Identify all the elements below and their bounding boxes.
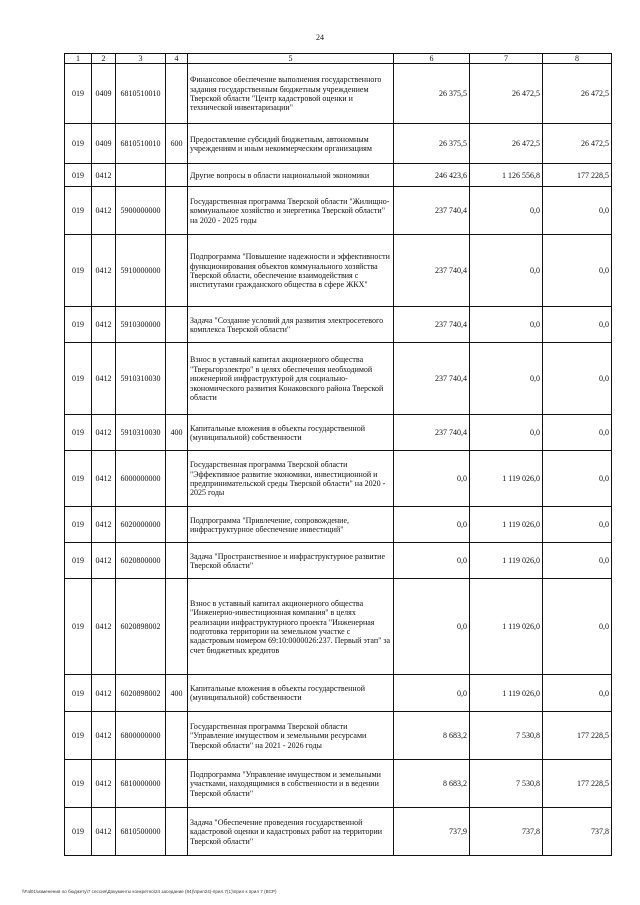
cell-description: Капитальные вложения в объекты государственной (муниципальной) собственности xyxy=(188,675,394,712)
cell-amount-2: 0,0 xyxy=(470,187,543,235)
cell-target-code: 6020000000 xyxy=(116,507,166,543)
cell-amount-3: 0,0 xyxy=(543,187,612,235)
table-row xyxy=(65,164,612,187)
cell-amount-3: 0,0 xyxy=(543,543,612,579)
page-number: 24 xyxy=(316,33,324,42)
cell-amount-1: 0,0 xyxy=(394,579,470,675)
cell-amount-2: 0,0 xyxy=(470,415,543,451)
cell-description: Государственная программа Тверской области "Жилищно-коммунальное хозяйство и энергетика Тверской области" на 2020 - 2025 годы xyxy=(188,187,394,235)
table-row xyxy=(65,808,612,856)
cell-target-code: 6020898002 xyxy=(116,675,166,712)
cell-amount-1: 8 683,2 xyxy=(394,760,470,808)
cell-section: 0409 xyxy=(92,64,116,124)
footer-file-path: \\Fal01\изменения по бюджету\7 сессия\Документы конкретно\24 заседание (84)\прил24)-прил.7(1)\прил к прил 7 (ВСР) xyxy=(22,889,277,894)
cell-amount-2: 26 472,5 xyxy=(470,64,543,124)
table-row xyxy=(65,675,612,712)
table-row xyxy=(65,760,612,808)
cell-amount-1: 8 683,2 xyxy=(394,712,470,760)
cell-target-code xyxy=(116,164,166,187)
cell-amount-3: 0,0 xyxy=(543,507,612,543)
cell-chapter: 019 xyxy=(65,760,92,808)
cell-expense-type: 600 xyxy=(166,124,188,164)
cell-amount-3: 0,0 xyxy=(543,343,612,415)
cell-amount-1: 237 740,4 xyxy=(394,343,470,415)
cell-section: 0409 xyxy=(92,124,116,164)
cell-amount-1: 237 740,4 xyxy=(394,187,470,235)
cell-amount-3: 26 472,5 xyxy=(543,64,612,124)
cell-amount-2: 7 530,8 xyxy=(470,712,543,760)
cell-amount-2: 1 126 556,8 xyxy=(470,164,543,187)
cell-description: Задача "Создание условий для развития электросетевого комплекса Тверской области" xyxy=(188,307,394,343)
cell-section: 0412 xyxy=(92,187,116,235)
cell-description: Другие вопросы в области национальной экономики xyxy=(188,164,394,187)
table-row xyxy=(65,343,612,415)
cell-target-code: 5910300000 xyxy=(116,307,166,343)
table-row xyxy=(65,187,612,235)
cell-amount-1: 26 375,5 xyxy=(394,124,470,164)
cell-description: Финансовое обеспечение выполнения государственного задания государственным бюджетным учреждением Тверской области "Центр кадастровой оценки и технической инвентаризации" xyxy=(188,64,394,124)
cell-chapter: 019 xyxy=(65,187,92,235)
cell-amount-2: 0,0 xyxy=(470,343,543,415)
cell-amount-3: 0,0 xyxy=(543,451,612,507)
budget-table xyxy=(64,53,612,856)
col-header-5: 5 xyxy=(188,54,394,64)
cell-section: 0412 xyxy=(92,343,116,415)
table-row xyxy=(65,64,612,124)
cell-target-code: 6800000000 xyxy=(116,712,166,760)
cell-section: 0412 xyxy=(92,451,116,507)
cell-amount-2: 1 119 026,0 xyxy=(470,507,543,543)
cell-chapter: 019 xyxy=(65,579,92,675)
cell-amount-1: 0,0 xyxy=(394,451,470,507)
cell-chapter: 019 xyxy=(65,415,92,451)
cell-chapter: 019 xyxy=(65,64,92,124)
cell-amount-3: 737,8 xyxy=(543,808,612,856)
cell-section: 0412 xyxy=(92,507,116,543)
cell-section: 0412 xyxy=(92,164,116,187)
cell-section: 0412 xyxy=(92,712,116,760)
cell-amount-3: 0,0 xyxy=(543,307,612,343)
cell-description: Подпрограмма "Привлечение, сопровождение, инфраструктурное обеспечение инвестиций" xyxy=(188,507,394,543)
cell-amount-3: 0,0 xyxy=(543,235,612,307)
cell-target-code: 6000000000 xyxy=(116,451,166,507)
cell-section: 0412 xyxy=(92,808,116,856)
cell-amount-2: 0,0 xyxy=(470,235,543,307)
cell-description: Государственная программа Тверской области "Управление имуществом и земельными ресурсами Тверской области" на 2021 - 2026 годы xyxy=(188,712,394,760)
cell-amount-2: 0,0 xyxy=(470,307,543,343)
table-row xyxy=(65,507,612,543)
cell-description: Подпрограмма "Управление имуществом и земельными участками, находящимися в собственности и в ведении Тверской области" xyxy=(188,760,394,808)
cell-expense-type xyxy=(166,164,188,187)
cell-chapter: 019 xyxy=(65,451,92,507)
cell-amount-1: 237 740,4 xyxy=(394,307,470,343)
col-header-3: 3 xyxy=(116,54,166,64)
cell-amount-3: 177 228,5 xyxy=(543,712,612,760)
cell-amount-1: 246 423,6 xyxy=(394,164,470,187)
cell-chapter: 019 xyxy=(65,124,92,164)
cell-amount-2: 1 119 026,0 xyxy=(470,579,543,675)
cell-chapter: 019 xyxy=(65,543,92,579)
cell-expense-type xyxy=(166,451,188,507)
cell-expense-type xyxy=(166,543,188,579)
cell-amount-1: 0,0 xyxy=(394,507,470,543)
cell-target-code: 6810500000 xyxy=(116,808,166,856)
cell-target-code: 6810000000 xyxy=(116,760,166,808)
cell-section: 0412 xyxy=(92,675,116,712)
cell-amount-2: 1 119 026,0 xyxy=(470,451,543,507)
cell-amount-2: 7 530,8 xyxy=(470,760,543,808)
cell-target-code: 6810510010 xyxy=(116,64,166,124)
cell-description: Взнос в уставный капитал акционерного общества "Инженерно-инвестиционная компания" в целях реализации инфраструктурного проекта "Инженерная подготовка территории на земельном участке с кадастровым номером 69:10:0000026:237. Первый этап" за счет бюджетных кредитов xyxy=(188,579,394,675)
cell-section: 0412 xyxy=(92,307,116,343)
cell-amount-1: 237 740,4 xyxy=(394,235,470,307)
table-row xyxy=(65,307,612,343)
cell-amount-1: 0,0 xyxy=(394,675,470,712)
table-row xyxy=(65,712,612,760)
cell-amount-3: 177 228,5 xyxy=(543,760,612,808)
cell-chapter: 019 xyxy=(65,675,92,712)
table-row xyxy=(65,543,612,579)
cell-target-code: 6810510010 xyxy=(116,124,166,164)
table-row xyxy=(65,235,612,307)
col-header-8: 8 xyxy=(543,54,612,64)
cell-chapter: 019 xyxy=(65,712,92,760)
cell-chapter: 019 xyxy=(65,235,92,307)
header-row xyxy=(65,54,612,64)
cell-amount-2: 737,8 xyxy=(470,808,543,856)
cell-chapter: 019 xyxy=(65,507,92,543)
cell-target-code: 5910310030 xyxy=(116,343,166,415)
cell-description: Подпрограмма "Повышение надежности и эффективности функционирования объектов коммунального хозяйства Тверской области, обеспечение взаимодействия с институтами гражданского общества в сфере ЖКХ" xyxy=(188,235,394,307)
cell-expense-type: 400 xyxy=(166,415,188,451)
cell-amount-1: 26 375,5 xyxy=(394,64,470,124)
cell-chapter: 019 xyxy=(65,307,92,343)
cell-chapter: 019 xyxy=(65,808,92,856)
cell-expense-type xyxy=(166,712,188,760)
table-row xyxy=(65,579,612,675)
table-row xyxy=(65,451,612,507)
cell-amount-3: 177 228,5 xyxy=(543,164,612,187)
cell-expense-type xyxy=(166,235,188,307)
cell-expense-type xyxy=(166,187,188,235)
cell-amount-1: 737,9 xyxy=(394,808,470,856)
cell-target-code: 5900000000 xyxy=(116,187,166,235)
cell-expense-type xyxy=(166,343,188,415)
cell-description: Взнос в уставный капитал акционерного общества "Тверьгорэлектро" в целях обеспечения необходимой инженерной инфраструктурой для социально-экономического развития Конаковского района Тверской области xyxy=(188,343,394,415)
cell-amount-2: 1 119 026,0 xyxy=(470,543,543,579)
cell-target-code: 6020898002 xyxy=(116,579,166,675)
cell-expense-type xyxy=(166,808,188,856)
col-header-7: 7 xyxy=(470,54,543,64)
cell-amount-1: 0,0 xyxy=(394,543,470,579)
cell-section: 0412 xyxy=(92,543,116,579)
cell-expense-type xyxy=(166,760,188,808)
cell-section: 0412 xyxy=(92,760,116,808)
cell-expense-type xyxy=(166,579,188,675)
col-header-2: 2 xyxy=(92,54,116,64)
cell-expense-type: 400 xyxy=(166,675,188,712)
cell-target-code: 5910310030 xyxy=(116,415,166,451)
cell-amount-1: 237 740,4 xyxy=(394,415,470,451)
col-header-4: 4 xyxy=(166,54,188,64)
cell-amount-3: 0,0 xyxy=(543,675,612,712)
cell-expense-type xyxy=(166,507,188,543)
cell-description: Задача "Обеспечение проведения государственной кадастровой оценки и кадастровых работ на территории Тверской области" xyxy=(188,808,394,856)
cell-chapter: 019 xyxy=(65,164,92,187)
cell-description: Государственная программа Тверской области "Эффективное развитие экономики, инвестиционной и предпринимательской среды Тверской области" на 2020 - 2025 годы xyxy=(188,451,394,507)
cell-description: Капитальные вложения в объекты государственной (муниципальной) собственности xyxy=(188,415,394,451)
cell-chapter: 019 xyxy=(65,343,92,415)
cell-amount-3: 26 472,5 xyxy=(543,124,612,164)
cell-description: Задача "Пространственное и инфраструктурное развитие Тверской области" xyxy=(188,543,394,579)
cell-target-code: 6020800000 xyxy=(116,543,166,579)
table-row xyxy=(65,415,612,451)
cell-amount-2: 26 472,5 xyxy=(470,124,543,164)
table-row xyxy=(65,124,612,164)
cell-amount-2: 1 119 026,0 xyxy=(470,675,543,712)
col-header-6: 6 xyxy=(394,54,470,64)
cell-section: 0412 xyxy=(92,235,116,307)
col-header-1: 1 xyxy=(65,54,92,64)
cell-target-code: 5910000000 xyxy=(116,235,166,307)
cell-section: 0412 xyxy=(92,415,116,451)
cell-expense-type xyxy=(166,64,188,124)
cell-amount-3: 0,0 xyxy=(543,579,612,675)
cell-description: Предоставление субсидий бюджетным, автономным учреждениям и иным некоммерческим организациям xyxy=(188,124,394,164)
cell-section: 0412 xyxy=(92,579,116,675)
cell-amount-3: 0,0 xyxy=(543,415,612,451)
cell-expense-type xyxy=(166,307,188,343)
